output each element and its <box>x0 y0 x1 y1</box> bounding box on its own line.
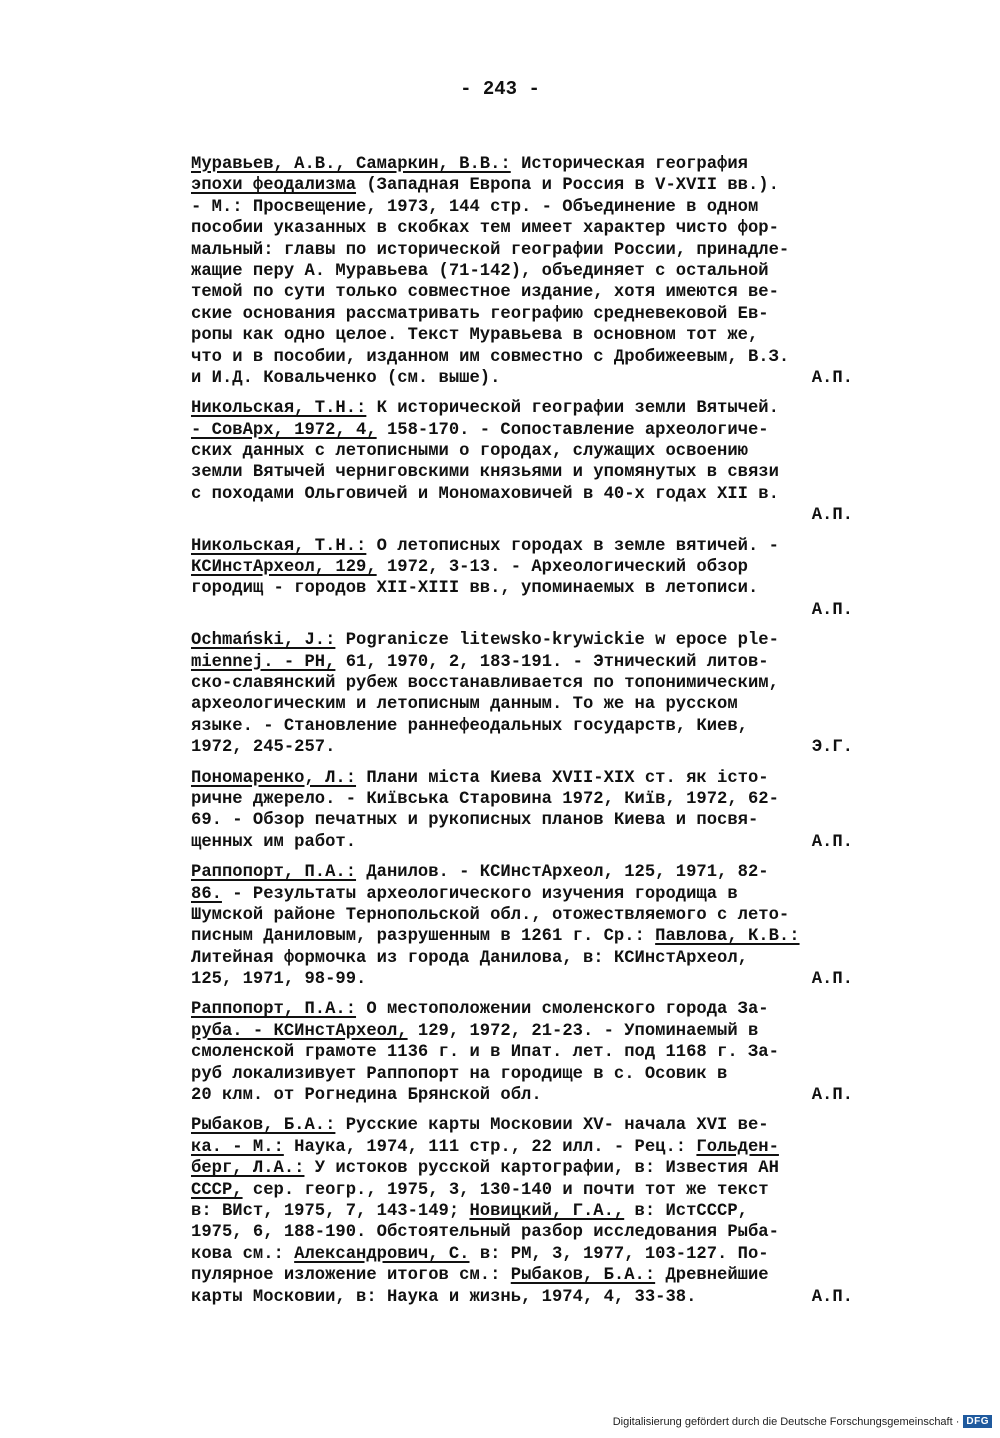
entry-line <box>191 1201 861 1222</box>
entry-line <box>191 462 861 483</box>
entry-text: жащие перу А. Муравьева (71-142), объединяет с остальной <box>191 261 769 281</box>
entry-text: кова см.: <box>191 1244 295 1264</box>
author-reference: Ochmański, J.: <box>191 631 336 651</box>
author-reference: Муравьев, А.В., Самаркин, В.В.: <box>191 155 511 174</box>
entry-line <box>191 325 861 346</box>
entry-line <box>191 175 861 196</box>
entry-text: ские основания рассматривать географию средневековой Ев- <box>191 304 769 324</box>
author-reference: 86. <box>191 884 222 904</box>
author-reference: Рыбаков, Б.А.: <box>510 1266 656 1286</box>
entry-line <box>191 218 861 239</box>
author-reference: Никольская, Т.Н.: <box>191 536 367 556</box>
reviewer-initials: Э.Г. <box>811 738 853 758</box>
entry-text: что и в пособии, изданном им совместно с Дробижеевым, В.З. <box>191 347 790 367</box>
author-reference: Рыбаков, Б.А.: <box>191 1116 336 1136</box>
reviewer-initials: А.П. <box>811 970 853 990</box>
entry-line <box>191 694 861 715</box>
entry-text: К исторической географии земли Вятычей. <box>366 399 779 419</box>
entry-text: О местоположении смоленского города За- <box>356 1000 769 1020</box>
author-reference: Раппопорт, П.А.: <box>191 863 357 883</box>
entry-line <box>191 862 861 883</box>
entry-text: руб локализивует Раппопорт на городище в с. Осовик в <box>191 1064 728 1084</box>
entry-text: щенных им работ. <box>191 832 357 852</box>
reviewer-initials: А.П. <box>811 368 853 388</box>
entry-line <box>191 1085 861 1106</box>
bibliography-entry <box>191 154 861 389</box>
bibliography-entry <box>191 768 861 854</box>
entry-line <box>191 999 861 1020</box>
entry-line <box>191 578 861 599</box>
entry-line <box>191 282 861 303</box>
entry-text: Литейная формочка из города Данилова, в: КСИнстАрхеол, <box>191 948 748 968</box>
reviewer-initials: А.П. <box>811 832 853 852</box>
reviewer-initials: А.П. <box>811 600 853 620</box>
entry-text: 1972, 3-13. - Археологический обзор <box>376 558 748 578</box>
entry-line <box>191 1115 861 1136</box>
entry-text: археологическим и летописным данным. То же на русском <box>191 695 738 715</box>
entry-line <box>191 536 861 557</box>
entry-text: Наука, 1974, 111 стр., 22 илл. - Рец.: <box>283 1137 697 1157</box>
entry-text: 129, 1972, 21-23. - Упоминаемый в <box>407 1021 759 1041</box>
bibliography-entry <box>191 1115 861 1308</box>
entry-text: У истоков русской картографии, в: Известия АН <box>304 1159 779 1179</box>
entry-line <box>191 948 861 969</box>
dfg-logo: DFG <box>963 1415 992 1428</box>
author-reference: Новицкий, Г.А., <box>469 1201 625 1221</box>
entry-line <box>191 347 861 368</box>
bibliography-entry <box>191 536 861 622</box>
entry-line <box>191 304 861 325</box>
entry-text: земли Вятычей черниговскими князьями и упомянутых в связи <box>191 463 779 483</box>
entry-text: темой по сути только совместное издание, хотя имеются ве- <box>191 283 779 303</box>
entry-text: в: ИстСССР, <box>624 1201 748 1221</box>
entry-text: 1975, 6, 188-190. Обстоятельный разбор исследования Рыба- <box>191 1223 779 1243</box>
entry-line <box>191 261 861 282</box>
bibliography-entry <box>191 999 861 1106</box>
entry-line <box>191 1158 861 1179</box>
author-reference: Никольская, Т.Н.: <box>191 399 367 419</box>
entry-line <box>191 1064 861 1085</box>
author-reference: руба. - КСИнстАрхеол, <box>191 1021 408 1041</box>
entry-text: в: ВИст, 1975, 7, 143-149; <box>191 1201 470 1221</box>
entry-line <box>191 737 861 758</box>
entry-text: мальный: главы по исторической географии России, принадле- <box>191 240 790 260</box>
entry-line <box>191 673 861 694</box>
bibliography-entry <box>191 630 861 758</box>
entry-text: писным Даниловым, разрушенным в 1261 г. Ср.: <box>191 927 656 947</box>
entry-line <box>191 789 861 810</box>
entry-text: с походами Ольговичей и Мономаховичей в 40-х годах XII в. <box>191 484 779 504</box>
entry-text: 1972, 245-257. <box>191 738 336 758</box>
entry-text: 61, 1970, 2, 183-191. - Этнический литов- <box>335 652 769 672</box>
entry-text: (Западная Европа и Россия в V-XVII вв.). <box>356 176 779 196</box>
entry-line <box>191 630 861 651</box>
entry-text: Данилов. - КСИнстАрхеол, 125, 1971, 82- <box>356 863 769 883</box>
reviewer-initials: А.П. <box>811 506 853 526</box>
entry-text: языке. - Становление раннефеодальных государств, Киев, <box>191 716 748 736</box>
entry-text: пулярное изложение итогов см.: <box>191 1266 511 1286</box>
entry-text: Историческая география <box>510 155 748 174</box>
entry-text: карты Московии, в: Наука и жизнь, 1974, 4, 33-38. <box>191 1287 697 1307</box>
entry-text: пособии указанных в скобках тем имеет характер чисто фор- <box>191 219 779 239</box>
author-reference: КСИнстАрхеол, 129, <box>191 558 377 578</box>
entry-line <box>191 1244 861 1265</box>
page-number: - 243 - <box>460 78 540 100</box>
entry-text: Древнейшие <box>655 1266 769 1286</box>
entry-text: - Результаты археологического изучения городища в <box>221 884 738 904</box>
entry-text: в: РМ, 3, 1977, 103-127. По- <box>469 1244 769 1264</box>
entry-text: и И.Д. Ковальченко (см. выше). <box>191 368 501 388</box>
entry-text: ско-славянский рубеж восстанавливается по топонимическим, <box>191 673 779 693</box>
entry-line <box>191 832 861 853</box>
entry-text: смоленской грамоте 1136 г. и в Ипат. лет. под 1168 г. За- <box>191 1043 779 1063</box>
footer <box>613 1415 992 1428</box>
author-reference: Пономаренко, Л.: <box>191 768 357 788</box>
entry-line <box>191 1137 861 1158</box>
author-reference: Павлова, К.В.: <box>655 927 800 947</box>
entry-line <box>191 1180 861 1201</box>
entry-text: 69. - Обзор печатных и рукописных планов Киева и посвя- <box>191 811 759 831</box>
footer-credit: Digitalisierung gefördert durch die Deutsche Forschungsgemeinschaft · <box>612 1415 960 1428</box>
entry-text: Шумской районе Тернопольской обл., отожествляемого с лето- <box>191 905 790 925</box>
entry-text: 158-170. - Сопоставление археологиче- <box>376 420 769 440</box>
entry-line <box>191 154 861 175</box>
entry-line <box>191 197 861 218</box>
entry-text: 125, 1971, 98-99. <box>191 970 367 990</box>
entry-text: городищ - городов XII-XIII вв., упоминаемых в летописи. <box>191 579 759 599</box>
entry-line <box>191 1222 861 1243</box>
entry-line <box>191 484 861 505</box>
entry-text: ропы как одно целое. Текст Муравьева в основном тот же, <box>191 326 759 346</box>
entry-text: О летописных городах в земле вятичей. - <box>366 536 779 556</box>
entry-text: ских данных с летописными о городах, служащих освоению <box>191 442 748 462</box>
entry-line <box>191 240 861 261</box>
entry-line <box>191 1042 861 1063</box>
author-reference: - СовАрх, 1972, 4, <box>191 420 377 440</box>
author-reference: Гольден- <box>696 1137 779 1157</box>
entry-line <box>191 398 861 419</box>
entry-line <box>191 768 861 789</box>
entry-line <box>191 905 861 926</box>
entry-text: Русские карты Московии XV- начала XVI ве- <box>335 1116 769 1136</box>
entry-text: - М.: Просвещение, 1973, 144 стр. - Объединение в одном <box>191 197 759 217</box>
entry-line <box>191 557 861 578</box>
author-reference: СССР, <box>191 1180 243 1200</box>
author-reference: эпохи феодализма <box>191 176 357 196</box>
entry-line <box>191 420 861 441</box>
reviewer-initials: А.П. <box>811 1086 853 1106</box>
entry-line <box>191 716 861 737</box>
entry-line <box>191 1021 861 1042</box>
entry-text: 20 клм. от Рогнедина Брянской обл. <box>191 1086 542 1106</box>
entry-line <box>191 652 861 673</box>
entry-line <box>191 441 861 462</box>
entry-line <box>191 969 861 990</box>
entry-text: Pogranicze litewsko-krywickie w epoce ple- <box>335 631 779 651</box>
author-reference: miennej. - PH, <box>191 652 336 672</box>
bibliography-entry <box>191 862 861 990</box>
author-reference: Раппопорт, П.А.: <box>191 1000 357 1020</box>
entry-line <box>191 1287 861 1308</box>
entry-line <box>191 810 861 831</box>
entry-line <box>191 368 861 389</box>
entry-line <box>191 1265 861 1286</box>
entry-text: Плани міста Киева XVII-XIX ст. як істо- <box>356 768 769 788</box>
bibliography-entries <box>191 154 861 1317</box>
entry-text: сер. геогр., 1975, 3, 130-140 и почти тот же текст <box>242 1180 769 1200</box>
entry-text: ричне джерело. - Київська Старовина 1972, Київ, 1972, 62- <box>191 789 779 809</box>
entry-line <box>191 926 861 947</box>
author-reference: Александрович, С. <box>294 1244 470 1264</box>
entry-line <box>191 884 861 905</box>
bibliography-entry <box>191 398 861 526</box>
author-reference: берг, Л.А.: <box>191 1159 305 1179</box>
reviewer-initials: А.П. <box>811 1287 853 1307</box>
author-reference: ка. - М.: <box>191 1137 284 1157</box>
